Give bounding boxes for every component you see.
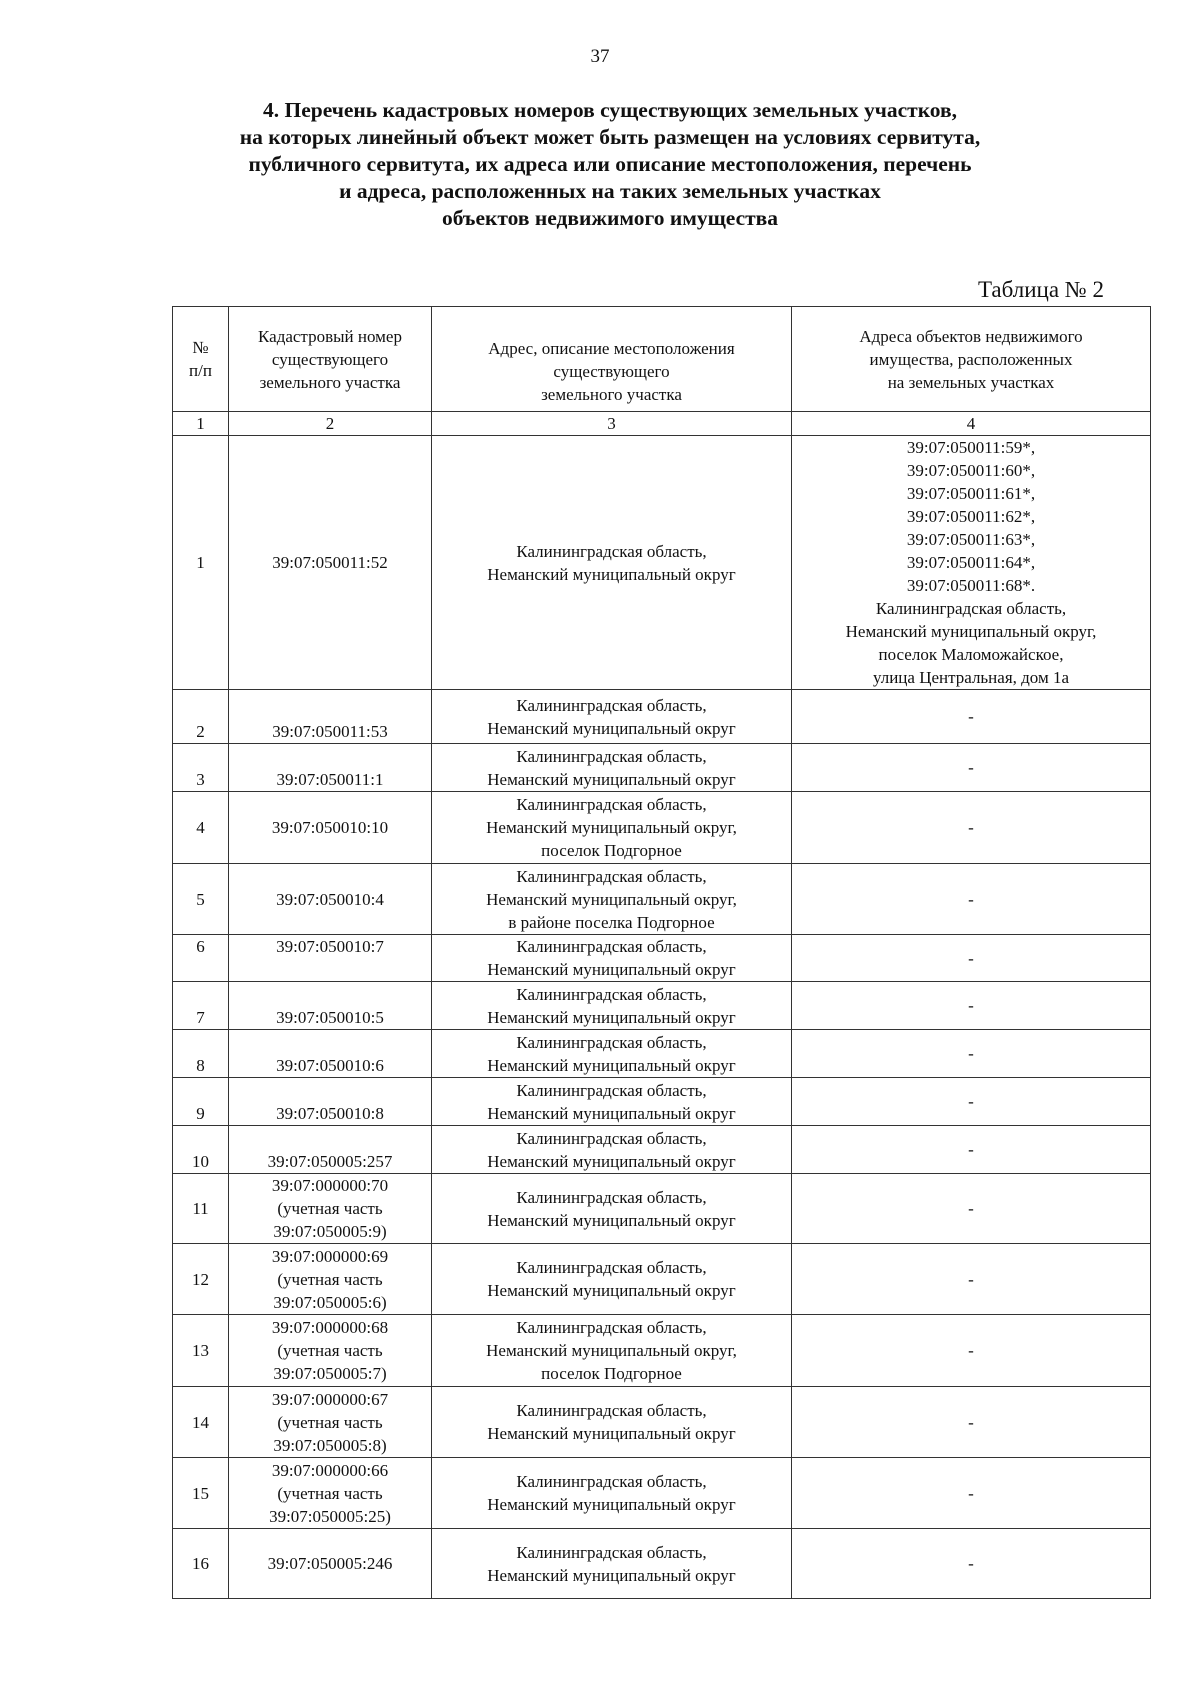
row-address: Калининградская область, Неманский муниципальный округ, поселок Подгорное [432, 1315, 792, 1387]
row-address: Калининградская область, Неманский муниципальный округ [432, 690, 792, 744]
row-objects: - [792, 1458, 1151, 1529]
row-num: 11 [173, 1174, 229, 1244]
row-objects: 39:07:050011:59*, 39:07:050011:60*, 39:07:050011:61*, 39:07:050011:62*, 39:07:050011:63*, 39:07:050011:64*, 39:07:050011:68*. Калининградская область, Неманский муниципальный округ, поселок Маломожайское, улица Центральная, дом 1а [792, 436, 1151, 690]
table-row [173, 1529, 1151, 1599]
row-objects: - [792, 1529, 1151, 1599]
row-num: 9 [173, 1078, 229, 1126]
row-objects: - [792, 1030, 1151, 1078]
heading-line: 4. Перечень кадастровых номеров существующих земельных участков, [262, 98, 958, 122]
row-num: 4 [173, 792, 229, 864]
header-cadastral: Кадастровый номер существующего земельного участка [229, 307, 432, 412]
cadastral-table [172, 306, 1151, 1599]
table-row [173, 864, 1151, 935]
row-cadastral: 39:07:050010:6 [229, 1030, 432, 1078]
row-num: 15 [173, 1458, 229, 1529]
table-row [173, 1315, 1151, 1387]
row-num: 13 [173, 1315, 229, 1387]
heading-line: на которых линейный объект может быть размещен на условиях сервитута, [239, 125, 981, 149]
table-row [173, 1174, 1151, 1244]
column-number: 1 [173, 412, 229, 436]
table-row [173, 1078, 1151, 1126]
page-number: 37 [590, 46, 610, 67]
row-cadastral: 39:07:000000:67 (учетная часть 39:07:050005:8) [229, 1387, 432, 1458]
row-address: Калининградская область, Неманский муниципальный округ [432, 935, 792, 982]
row-address: Калининградская область, Неманский муниципальный округ, поселок Подгорное [432, 792, 792, 864]
row-cadastral: 39:07:050011:52 [229, 436, 432, 690]
row-num: 7 [173, 982, 229, 1030]
heading-line: и адреса, расположенных на таких земельных участках [339, 179, 881, 203]
table-row [173, 982, 1151, 1030]
row-num: 1 [173, 436, 229, 690]
row-cadastral: 39:07:050010:4 [229, 864, 432, 935]
row-objects: - [792, 982, 1151, 1030]
table-row [173, 690, 1151, 744]
row-objects: - [792, 1078, 1151, 1126]
row-cadastral: 39:07:050011:53 [229, 690, 432, 744]
row-address: Калининградская область, Неманский муниципальный округ [432, 1174, 792, 1244]
column-number: 2 [229, 412, 432, 436]
row-address: Калининградская область, Неманский муниципальный округ [432, 1030, 792, 1078]
section-heading [120, 97, 1100, 232]
row-objects: - [792, 1315, 1151, 1387]
table-label: Таблица № 2 [977, 277, 1104, 302]
row-cadastral: 39:07:000000:69 (учетная часть 39:07:050005:6) [229, 1244, 432, 1315]
table-row [173, 1458, 1151, 1529]
table-row [173, 744, 1151, 792]
row-cadastral: 39:07:050010:8 [229, 1078, 432, 1126]
table-row [173, 1387, 1151, 1458]
row-num: 3 [173, 744, 229, 792]
column-number: 3 [432, 412, 792, 436]
row-cadastral: 39:07:050010:7 [229, 935, 432, 982]
heading-line: объектов недвижимого имущества [441, 206, 779, 230]
row-cadastral: 39:07:050010:5 [229, 982, 432, 1030]
table-row [173, 792, 1151, 864]
row-num: 6 [173, 935, 229, 982]
table-row [173, 1244, 1151, 1315]
row-address: Калининградская область, Неманский муниципальный округ [432, 982, 792, 1030]
header-address: Адрес, описание местоположения существующего земельного участка [432, 307, 792, 412]
row-objects: - [792, 744, 1151, 792]
table-row [173, 1126, 1151, 1174]
row-cadastral: 39:07:050005:257 [229, 1126, 432, 1174]
row-num: 8 [173, 1030, 229, 1078]
header-num: № п/п [173, 307, 229, 412]
row-cadastral: 39:07:000000:68 (учетная часть 39:07:050005:7) [229, 1315, 432, 1387]
row-address: Калининградская область, Неманский муниципальный округ [432, 1529, 792, 1599]
table-row [173, 436, 1151, 690]
row-num: 16 [173, 1529, 229, 1599]
row-num: 2 [173, 690, 229, 744]
row-objects: - [792, 864, 1151, 935]
heading-line: публичного сервитута, их адреса или описание местоположения, перечень [248, 152, 972, 176]
row-objects: - [792, 792, 1151, 864]
row-num: 12 [173, 1244, 229, 1315]
row-objects: - [792, 1387, 1151, 1458]
row-objects: - [792, 1126, 1151, 1174]
row-cadastral: 39:07:050011:1 [229, 744, 432, 792]
row-address: Калининградская область, Неманский муниципальный округ [432, 1078, 792, 1126]
row-cadastral: 39:07:000000:70 (учетная часть 39:07:050005:9) [229, 1174, 432, 1244]
row-objects: - [792, 935, 1151, 982]
row-objects: - [792, 1244, 1151, 1315]
row-address: Калининградская область, Неманский муниципальный округ [432, 1458, 792, 1529]
row-num: 5 [173, 864, 229, 935]
row-address: Калининградская область, Неманский муниципальный округ [432, 1244, 792, 1315]
table-row [173, 1030, 1151, 1078]
row-address: Калининградская область, Неманский муниципальный округ [432, 744, 792, 792]
row-address: Калининградская область, Неманский муниципальный округ [432, 436, 792, 690]
row-address: Калининградская область, Неманский муниципальный округ [432, 1126, 792, 1174]
column-number: 4 [792, 412, 1151, 436]
row-num: 14 [173, 1387, 229, 1458]
table-header-row [173, 307, 1151, 412]
column-number-row [173, 412, 1151, 436]
row-address: Калининградская область, Неманский муниципальный округ, в районе поселка Подгорное [432, 864, 792, 935]
header-objects: Адреса объектов недвижимого имущества, расположенных на земельных участках [792, 307, 1151, 412]
row-objects: - [792, 690, 1151, 744]
row-cadastral: 39:07:050010:10 [229, 792, 432, 864]
row-objects: - [792, 1174, 1151, 1244]
row-cadastral: 39:07:050005:246 [229, 1529, 432, 1599]
table-row [173, 935, 1151, 982]
row-address: Калининградская область, Неманский муниципальный округ [432, 1387, 792, 1458]
row-num: 10 [173, 1126, 229, 1174]
row-cadastral: 39:07:000000:66 (учетная часть 39:07:050005:25) [229, 1458, 432, 1529]
